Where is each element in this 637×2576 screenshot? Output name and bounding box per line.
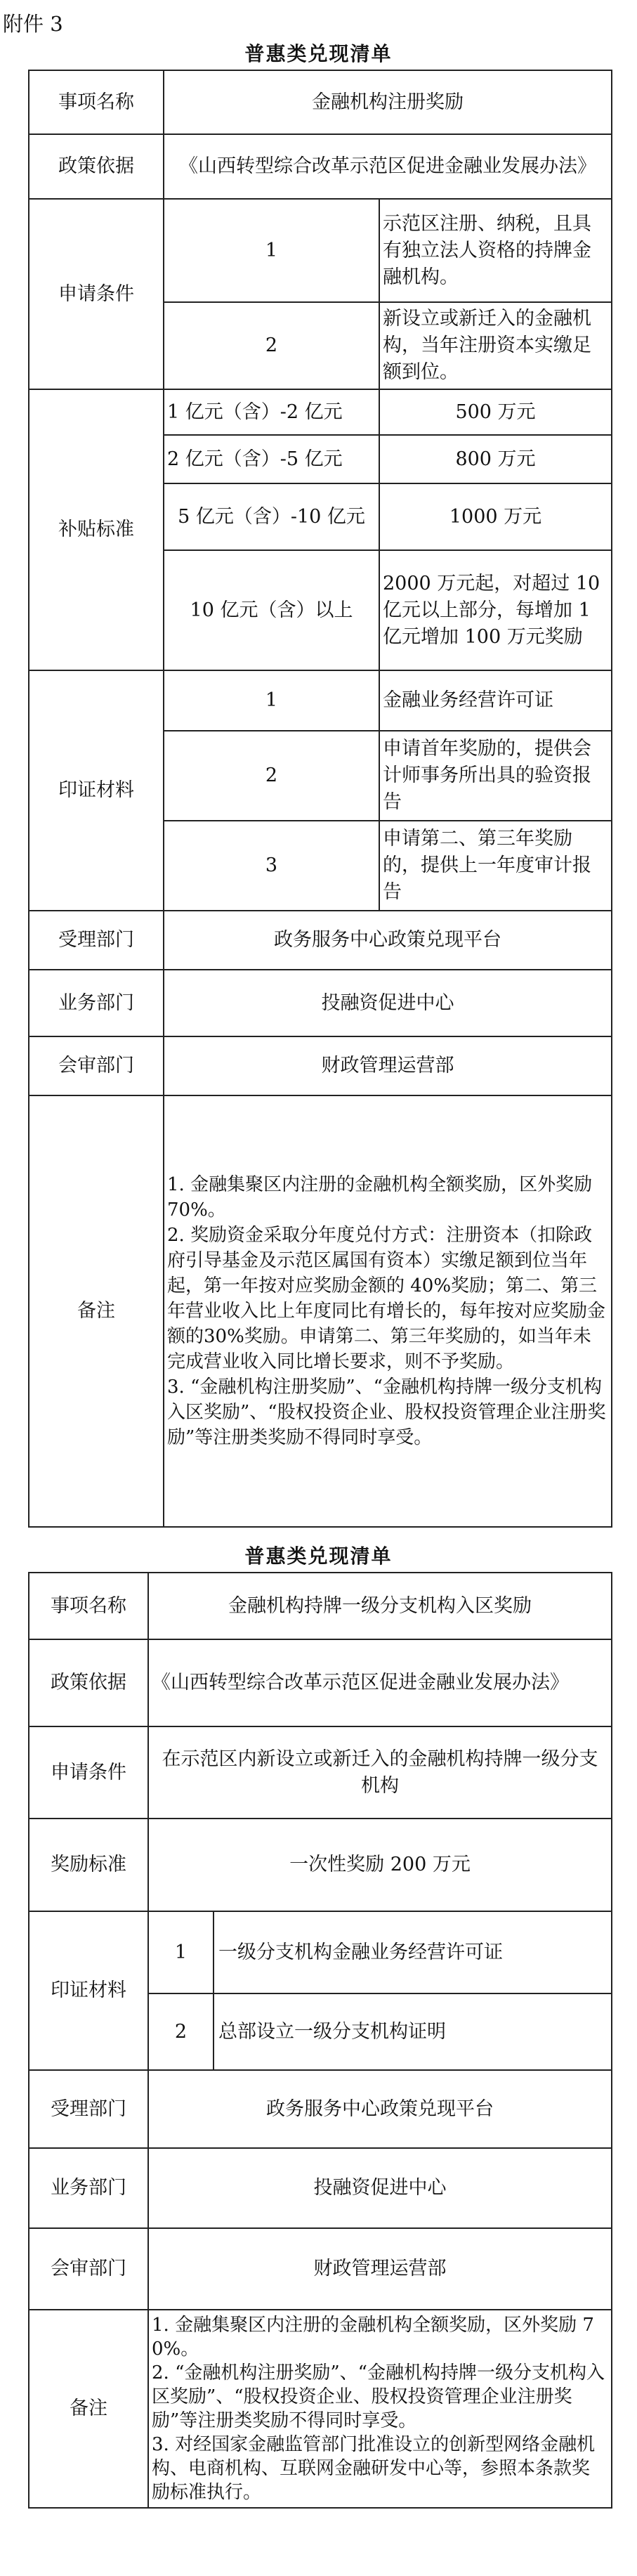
condition-row bbox=[29, 199, 612, 302]
subsidy-amount: 800 万元 bbox=[379, 435, 612, 483]
note-item: 2. “金融机构注册奖励”、“金融机构持牌一级分支机构入区奖励”、“股权投资企业、股权投资管理企业注册奖励”等注册类奖励不得同时享受。 bbox=[152, 2362, 605, 2431]
material-no: 2 bbox=[164, 731, 379, 821]
business-value: 投融资促进中心 bbox=[164, 970, 612, 1036]
row-business bbox=[29, 970, 612, 1036]
accept-label: 受理部门 bbox=[29, 911, 164, 970]
subsidy-label: 补贴标准 bbox=[29, 389, 164, 670]
row-item-name bbox=[29, 1573, 612, 1639]
subsidy-amount: 1000 万元 bbox=[379, 483, 612, 550]
notes-cell bbox=[148, 2310, 612, 2508]
review-label: 会审部门 bbox=[29, 2228, 148, 2310]
table1 bbox=[28, 70, 612, 1528]
material-no: 2 bbox=[148, 1993, 214, 2070]
notes-label: 备注 bbox=[29, 2310, 148, 2508]
conditions-value: 在示范区内新设立或新迁入的金融机构持牌一级分支机构 bbox=[148, 1726, 612, 1819]
note-item: 3. “金融机构注册奖励”、“金融机构持牌一级分支机构入区奖励”、“股权投资企业、股权投资管理企业注册奖励”等注册类奖励不得同时享受。 bbox=[167, 1377, 606, 1448]
row-review bbox=[29, 2228, 612, 2310]
policy-value: 《山西转型综合改革示范区促进金融业发展办法》 bbox=[148, 1639, 612, 1726]
row-notes bbox=[29, 2310, 612, 2508]
policy-value: 《山西转型综合改革示范区促进金融业发展办法》 bbox=[164, 134, 612, 199]
note-item: 1. 金融集聚区内注册的金融机构全额奖励，区外奖励 70%。 bbox=[152, 2315, 594, 2360]
reward-label: 奖励标准 bbox=[29, 1819, 148, 1911]
row-reward bbox=[29, 1819, 612, 1911]
condition-no: 1 bbox=[164, 199, 379, 302]
policy-label: 政策依据 bbox=[29, 134, 164, 199]
note-item: 2. 奖励资金采取分年度兑付方式：注册资本（扣除政府引导基金及示范区属国有资本）实缴足额到位当年起，第一年按对应奖励金额的 40%奖励；第二、第三年营业收入比上年度同比有增长的，每年按对应奖励金额的30%奖励。申请第二、第三年奖励的，如当年未完成营业收入同比增长要求，则不予奖励。 bbox=[167, 1225, 606, 1372]
row-review bbox=[29, 1036, 612, 1095]
row-accept bbox=[29, 911, 612, 970]
accept-label: 受理部门 bbox=[29, 2070, 148, 2148]
material-row bbox=[29, 670, 612, 731]
material-row bbox=[29, 1911, 612, 1993]
material-text: 一级分支机构金融业务经营许可证 bbox=[214, 1911, 612, 1993]
material-no: 3 bbox=[164, 821, 379, 911]
attachment-label: 附件 3 bbox=[3, 12, 63, 36]
condition-text: 示范区注册、纳税，且具有独立法人资格的持牌金融机构。 bbox=[379, 199, 612, 302]
subsidy-row bbox=[29, 389, 612, 435]
subsidy-range: 1 亿元（含）-2 亿元 bbox=[164, 389, 379, 435]
review-value: 财政管理运营部 bbox=[164, 1036, 612, 1095]
item-name-value: 金融机构持牌一级分支机构入区奖励 bbox=[148, 1573, 612, 1639]
business-label: 业务部门 bbox=[29, 2148, 148, 2228]
subsidy-range: 2 亿元（含）-5 亿元 bbox=[164, 435, 379, 483]
subsidy-amount: 2000 万元起，对超过 10 亿元以上部分，每增加 1 亿元增加 100 万元奖励 bbox=[379, 550, 612, 670]
accept-value: 政务服务中心政策兑现平台 bbox=[164, 911, 612, 970]
materials-label: 印证材料 bbox=[29, 1911, 148, 2070]
material-text: 申请第二、第三年奖励的，提供上一年度审计报告 bbox=[379, 821, 612, 911]
item-name-label: 事项名称 bbox=[29, 1573, 148, 1639]
subsidy-range: 5 亿元（含）-10 亿元 bbox=[164, 483, 379, 550]
condition-text: 新设立或新迁入的金融机构，当年注册资本实缴足额到位。 bbox=[379, 302, 612, 389]
notes-cell bbox=[164, 1095, 612, 1527]
note-item: 3. 对经国家金融监管部门批准设立的创新型网络金融机构、电商机构、互联网金融研发中心等，参照本条款奖励标准执行。 bbox=[152, 2434, 596, 2503]
material-no: 1 bbox=[164, 670, 379, 731]
note-item: 1. 金融集聚区内注册的金融机构全额奖励，区外奖励 70%。 bbox=[167, 1174, 593, 1221]
row-business bbox=[29, 2148, 612, 2228]
review-label: 会审部门 bbox=[29, 1036, 164, 1095]
conditions-label: 申请条件 bbox=[29, 199, 164, 389]
business-label: 业务部门 bbox=[29, 970, 164, 1036]
row-policy bbox=[29, 1639, 612, 1726]
business-value: 投融资促进中心 bbox=[148, 2148, 612, 2228]
materials-label: 印证材料 bbox=[29, 670, 164, 911]
item-name-label: 事项名称 bbox=[29, 70, 164, 134]
conditions-label: 申请条件 bbox=[29, 1726, 148, 1819]
reward-value: 一次性奖励 200 万元 bbox=[148, 1819, 612, 1911]
table1-title: 普惠类兑现清单 bbox=[244, 42, 393, 65]
row-policy bbox=[29, 134, 612, 199]
row-conditions bbox=[29, 1726, 612, 1819]
notes-label: 备注 bbox=[29, 1095, 164, 1527]
policy-label: 政策依据 bbox=[29, 1639, 148, 1726]
row-notes bbox=[29, 1095, 612, 1527]
material-text: 总部设立一级分支机构证明 bbox=[214, 1993, 612, 2070]
material-text: 金融业务经营许可证 bbox=[379, 670, 612, 731]
table2-title: 普惠类兑现清单 bbox=[244, 1544, 393, 1568]
condition-no: 2 bbox=[164, 302, 379, 389]
subsidy-amount: 500 万元 bbox=[379, 389, 612, 435]
row-accept bbox=[29, 2070, 612, 2148]
subsidy-range: 10 亿元（含）以上 bbox=[164, 550, 379, 670]
item-name-value: 金融机构注册奖励 bbox=[164, 70, 612, 134]
material-text: 申请首年奖励的，提供会计师事务所出具的验资报告 bbox=[379, 731, 612, 821]
table2 bbox=[28, 1572, 612, 2509]
material-no: 1 bbox=[148, 1911, 214, 1993]
accept-value: 政务服务中心政策兑现平台 bbox=[148, 2070, 612, 2148]
row-item-name bbox=[29, 70, 612, 134]
review-value: 财政管理运营部 bbox=[148, 2228, 612, 2310]
